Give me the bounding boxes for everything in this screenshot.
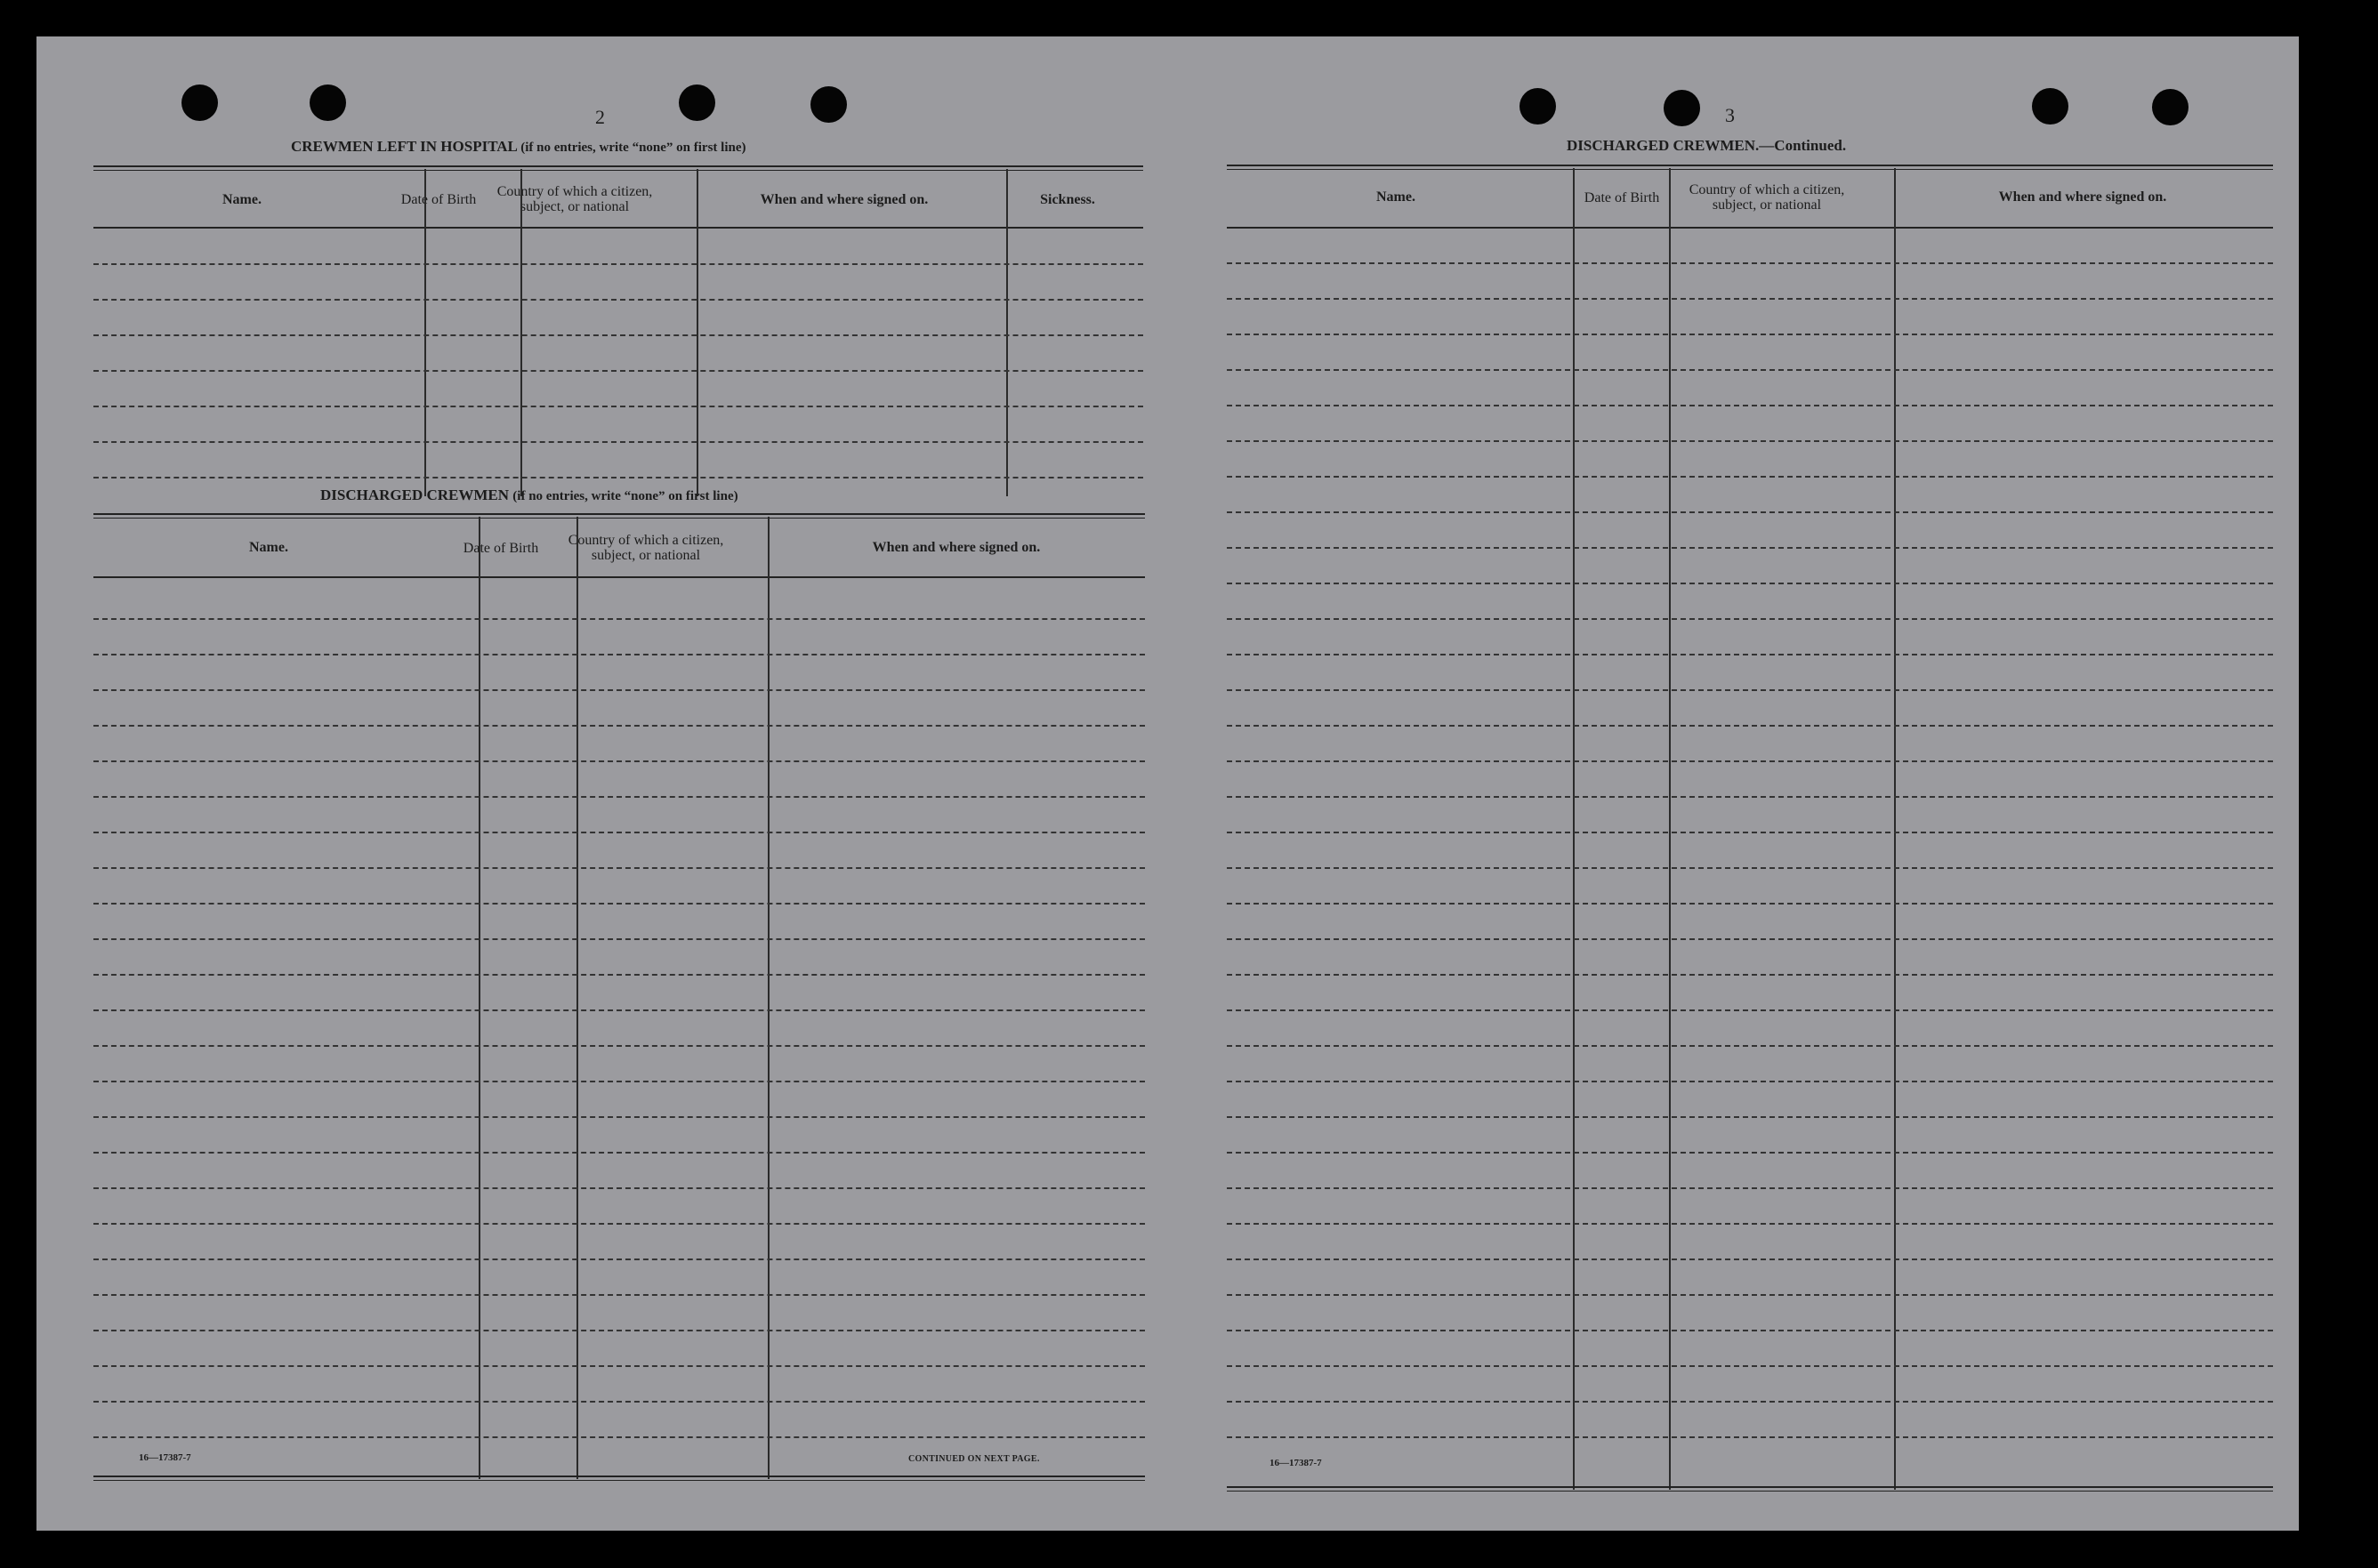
col-header-date-of-birth: Date of Birth (400, 191, 477, 207)
col-header-sickness: Sickness. (1040, 191, 1095, 207)
punch-hole (2152, 89, 2189, 125)
col-header-country: Country of which a citizen, subject, or national (496, 184, 653, 214)
punch-hole (310, 84, 346, 121)
col-header-when-where: When and where signed on. (760, 191, 929, 207)
hospital-title-text: CREWMEN LEFT IN HOSPITAL (291, 138, 517, 155)
discharged-title-note: (if no entries, write “none” on first line) (512, 489, 738, 503)
discharged-title-text: DISCHARGED CREWMEN (320, 486, 510, 503)
discharged-table-left (93, 513, 1145, 1483)
manifest-sheet (36, 36, 2299, 1531)
discharged-table-right (1227, 165, 2273, 1493)
punch-hole (181, 84, 218, 121)
col-header-when-where: When and where signed on. (872, 539, 1041, 555)
punch-hole (1520, 88, 1556, 125)
punch-hole (810, 86, 847, 123)
discharged-continued-title: DISCHARGED CREWMEN.—Continued. (1567, 137, 1847, 154)
col-header-name: Name. (222, 191, 262, 207)
col-header-country: Country of which a citizen, subject, or national (568, 533, 724, 563)
hospital-title-note: (if no entries, write “none” on first line) (520, 141, 746, 155)
col-header-country: Country of which a citizen, subject, or national (1689, 182, 1845, 213)
discharged-section-title (320, 486, 738, 504)
col-header-when-where: When and where signed on. (1998, 189, 2167, 205)
col-header-name: Name. (1376, 189, 1415, 205)
page-number-left: 2 (595, 106, 605, 128)
hospital-section-title (291, 138, 746, 156)
continued-note: CONTINUED ON NEXT PAGE. (908, 1454, 1040, 1464)
col-header-date-of-birth: Date of Birth (1584, 189, 1660, 205)
punch-hole (2032, 88, 2068, 125)
page-number-right: 3 (1725, 104, 1735, 126)
punch-hole (1664, 90, 1700, 126)
punch-hole (679, 84, 715, 121)
col-header-name: Name. (249, 539, 288, 555)
form-number-right: 16—17387-7 (1270, 1458, 1322, 1468)
form-number-left: 16—17387-7 (139, 1452, 191, 1463)
col-header-date-of-birth: Date of Birth (463, 540, 539, 556)
hospital-table (93, 165, 1143, 499)
